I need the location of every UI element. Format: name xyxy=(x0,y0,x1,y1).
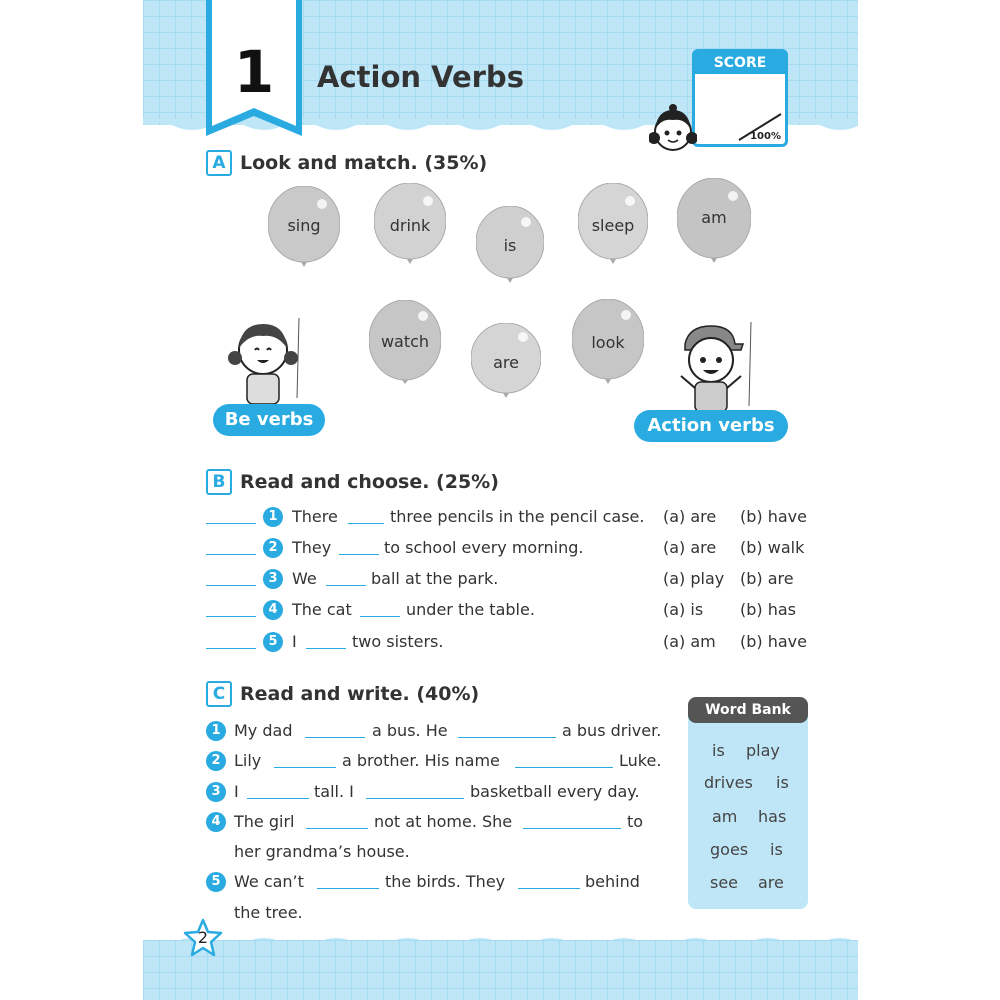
option-b[interactable]: (b) walk xyxy=(740,538,805,557)
sentence-end: three pencils in the pencil case. xyxy=(390,507,645,526)
section-c-heading xyxy=(206,681,479,707)
word-bank-word: is xyxy=(712,741,725,760)
option-a[interactable]: (a) are xyxy=(663,507,717,526)
balloon-am[interactable] xyxy=(677,178,751,264)
sentence-blank[interactable] xyxy=(348,505,384,524)
item-number: 2 xyxy=(206,751,226,771)
sentence-part: tall. I xyxy=(314,782,354,801)
sentence-blank[interactable] xyxy=(305,719,365,738)
item-number: 4 xyxy=(263,600,283,620)
balloon-sing[interactable] xyxy=(268,186,340,268)
section-b-heading xyxy=(206,469,499,495)
sentence-part: We can’t xyxy=(234,872,304,891)
sentence-part: My dad xyxy=(234,721,293,740)
option-b[interactable]: (b) have xyxy=(740,507,807,526)
balloon-look[interactable] xyxy=(572,299,644,385)
word-bank-word: is xyxy=(776,773,789,792)
item-number: 2 xyxy=(263,538,283,558)
sentence-blank[interactable] xyxy=(306,630,346,649)
sentence-part: The girl xyxy=(234,812,295,831)
word-bank-word: are xyxy=(758,873,784,892)
item-number: 4 xyxy=(206,812,226,832)
sentence-part: the tree. xyxy=(234,903,303,922)
sentence-end: under the table. xyxy=(406,600,535,619)
answer-blank[interactable] xyxy=(206,567,256,586)
word-bank xyxy=(688,697,808,909)
balloon-word: is xyxy=(503,236,517,255)
choose-item-1 xyxy=(206,505,858,529)
balloon-word: am xyxy=(701,208,727,227)
sentence-start: They xyxy=(292,538,332,557)
be-verbs-tag[interactable]: Be verbs xyxy=(213,404,325,436)
girl-face-icon xyxy=(649,104,697,156)
footer-grid-band xyxy=(143,940,858,1000)
sentence-end: ball at the park. xyxy=(371,569,499,588)
sentence-part: I xyxy=(234,782,239,801)
sentence-part: basketball every day. xyxy=(470,782,640,801)
choose-item-2 xyxy=(206,536,858,560)
sentence-end: two sisters. xyxy=(352,632,444,651)
item-number: 5 xyxy=(206,872,226,892)
word-bank-word: am xyxy=(712,807,738,826)
sentence-part: a bus driver. xyxy=(562,721,662,740)
option-b[interactable]: (b) have xyxy=(740,632,807,651)
balloon-word: are xyxy=(493,353,519,372)
sentence-part: Lily xyxy=(234,751,262,770)
sentence-end: to school every morning. xyxy=(384,538,584,557)
sentence-blank[interactable] xyxy=(247,780,309,799)
balloon-word: sleep xyxy=(591,216,635,235)
word-bank-word: play xyxy=(746,741,780,760)
balloon-word: watch xyxy=(380,332,430,351)
option-a[interactable]: (a) is xyxy=(663,600,704,619)
sentence-blank[interactable] xyxy=(523,810,621,829)
answer-blank[interactable] xyxy=(206,598,256,617)
balloon-watch[interactable] xyxy=(369,300,441,384)
sentence-part: a bus. He xyxy=(372,721,448,740)
option-b[interactable]: (b) are xyxy=(740,569,794,588)
option-a[interactable]: (a) am xyxy=(663,632,716,651)
sentence-start: I xyxy=(292,632,297,651)
balloon-word: drink xyxy=(389,216,431,235)
word-bank-word: drives xyxy=(704,773,753,792)
balloon-are[interactable] xyxy=(471,323,541,399)
action-verbs-tag[interactable]: Action verbs xyxy=(634,410,788,442)
word-bank-title: Word Bank xyxy=(688,697,808,723)
sentence-blank[interactable] xyxy=(518,870,580,889)
section-c-title: Read and write. (40%) xyxy=(240,683,480,705)
girl-character-icon xyxy=(225,318,311,414)
item-number: 3 xyxy=(263,569,283,589)
page-title: Action Verbs xyxy=(317,60,524,94)
option-a[interactable]: (a) play xyxy=(663,569,725,588)
sentence-part: a brother. His name xyxy=(342,751,500,770)
sentence-part: not at home. She xyxy=(374,812,513,831)
sentence-part: the birds. They xyxy=(385,872,506,891)
section-b-letter: B xyxy=(206,469,232,495)
option-a[interactable]: (a) are xyxy=(663,538,717,557)
section-a-letter: A xyxy=(206,150,232,176)
score-max: 100% xyxy=(750,131,781,142)
sentence-blank[interactable] xyxy=(360,598,400,617)
boy-character-icon xyxy=(671,322,755,418)
section-c-letter: C xyxy=(206,681,232,707)
sentence-start: There xyxy=(292,507,338,526)
sentence-part: Luke. xyxy=(619,751,662,770)
choose-item-3 xyxy=(206,567,858,591)
answer-blank[interactable] xyxy=(206,505,256,524)
balloon-word: look xyxy=(591,333,625,352)
answer-blank[interactable] xyxy=(206,630,256,649)
unit-number: 1 xyxy=(233,38,275,106)
section-a-heading xyxy=(206,150,487,176)
choose-item-4 xyxy=(206,598,858,622)
score-box xyxy=(692,49,788,147)
page-number-badge xyxy=(183,918,223,958)
page-number: 2 xyxy=(197,928,209,947)
sentence-part: behind xyxy=(585,872,640,891)
sentence-blank[interactable] xyxy=(339,536,379,555)
sentence-part: to xyxy=(627,812,644,831)
section-a-title: Look and match. (35%) xyxy=(240,152,488,174)
word-bank-word: has xyxy=(758,807,787,826)
sentence-blank[interactable] xyxy=(317,870,379,889)
sentence-blank[interactable] xyxy=(274,749,336,768)
item-number: 3 xyxy=(206,782,226,802)
answer-blank[interactable] xyxy=(206,536,256,555)
section-b-title: Read and choose. (25%) xyxy=(240,471,499,493)
sentence-blank[interactable] xyxy=(366,780,464,799)
balloon-sleep[interactable] xyxy=(578,183,648,265)
balloon-word: sing xyxy=(287,216,321,235)
word-bank-word: is xyxy=(770,840,783,859)
sentence-blank[interactable] xyxy=(306,810,368,829)
item-number: 5 xyxy=(263,632,283,652)
sentence-part: her grandma’s house. xyxy=(234,842,410,861)
sentence-blank[interactable] xyxy=(326,567,366,586)
sentence-blank[interactable] xyxy=(515,749,613,768)
choose-item-5 xyxy=(206,630,858,654)
score-label: SCORE xyxy=(695,52,785,74)
sentence-blank[interactable] xyxy=(458,719,556,738)
sentence-start: We xyxy=(292,569,317,588)
sentence-start: The cat xyxy=(292,600,352,619)
balloon-is[interactable] xyxy=(476,206,544,284)
item-number: 1 xyxy=(263,507,283,527)
item-number: 1 xyxy=(206,721,226,741)
balloon-drink[interactable] xyxy=(374,183,446,265)
word-bank-word: goes xyxy=(710,840,749,859)
option-b[interactable]: (b) has xyxy=(740,600,797,619)
word-bank-word: see xyxy=(710,873,739,892)
worksheet-page xyxy=(143,0,858,1000)
